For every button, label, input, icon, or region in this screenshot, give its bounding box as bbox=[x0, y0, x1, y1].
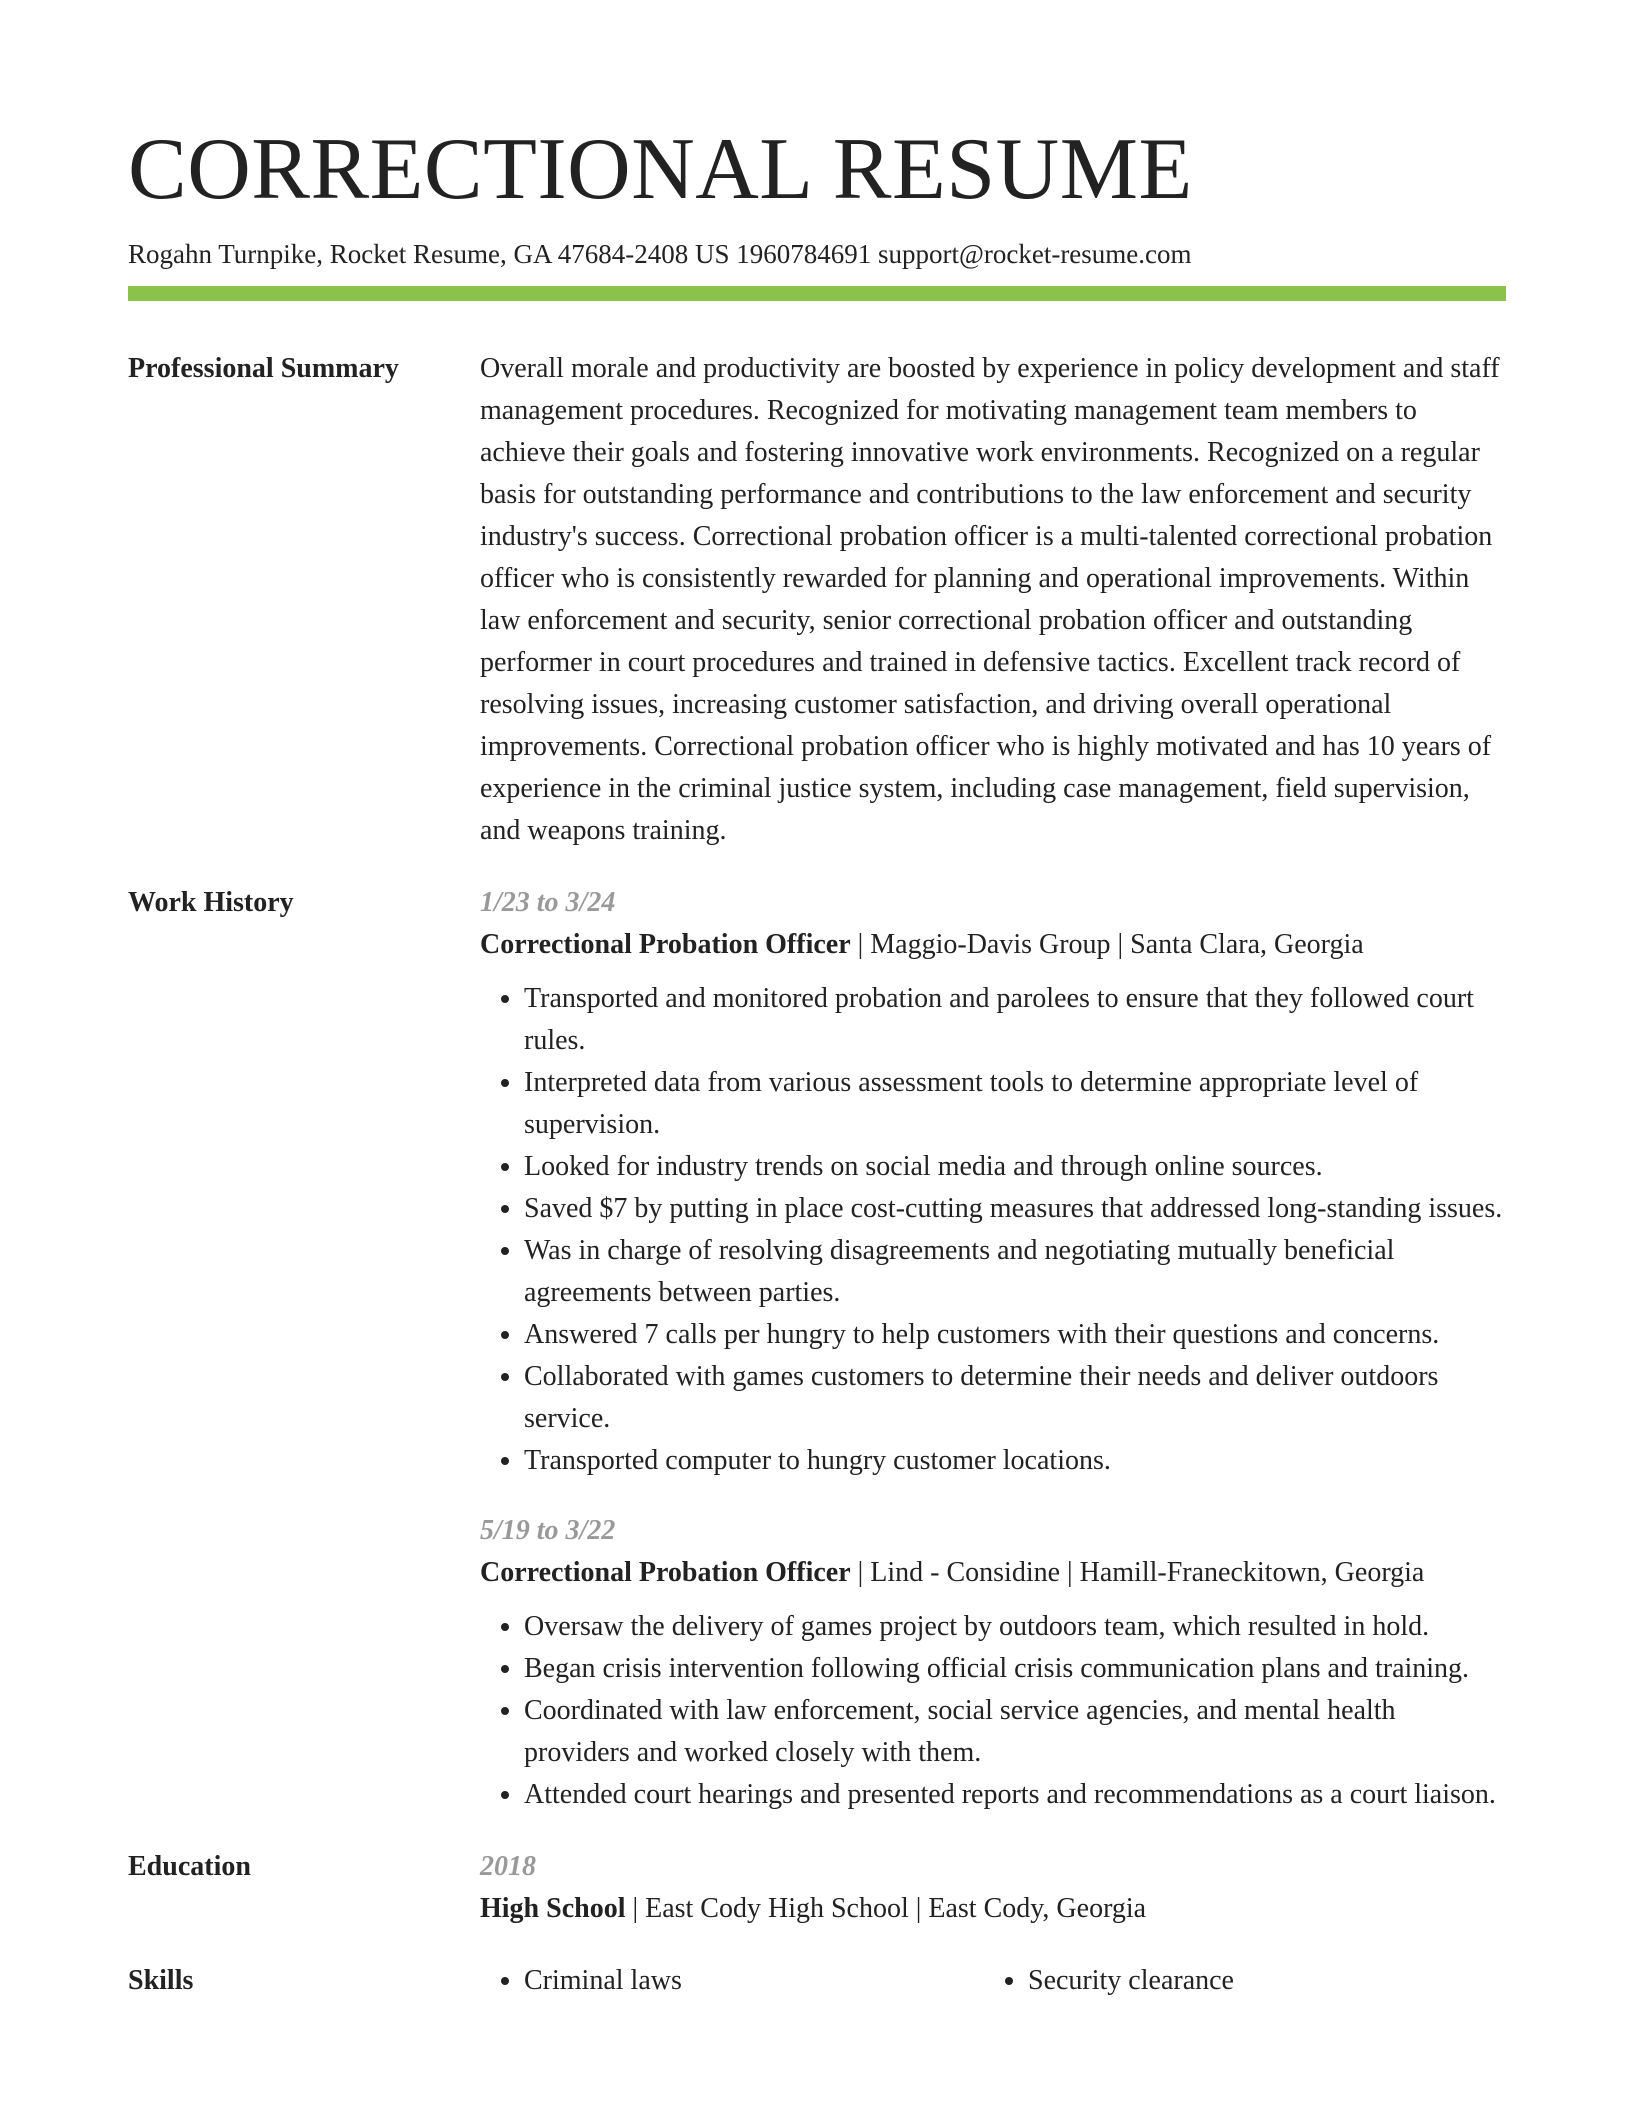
list-item: • Oversaw the delivery of games project by outdoors team, which resulted in hold. bbox=[524, 1606, 1506, 1648]
skills-column-right bbox=[984, 1960, 1488, 2002]
summary-section bbox=[128, 348, 1506, 852]
job-bullets bbox=[480, 1606, 1506, 1816]
job-dates: 5/19 to 3/22 bbox=[480, 1515, 616, 1546]
summary-heading: Professional Summary bbox=[128, 353, 399, 384]
job-entry bbox=[480, 1510, 1506, 1816]
summary-text: Overall morale and productivity are boosted by experience in policy development and staff management procedures. Recognized for motivating management team members to achieve their goals and fostering innovative work environments. Recognized on a regular basis for outstanding performance and contributions to the law enforcement and security industry's success. Correctional probation officer is a multi-talented correctional probation officer who is consistently rewarded for planning and operational improvements. Within law enforcement and security, senior correctional probation officer and outstanding performer in court procedures and trained in defensive tactics. Excellent track record of resolving issues, increasing customer satisfaction, and driving overall operational improvements. Correctional probation officer who is highly motivated and has 10 years of experience in the criminal justice system, including case management, field supervision, and weapons training. bbox=[480, 353, 1500, 846]
work-history-heading: Work History bbox=[128, 887, 294, 918]
skills-section bbox=[128, 1960, 1506, 2002]
accent-divider bbox=[128, 286, 1506, 301]
job-bullets bbox=[480, 978, 1506, 1482]
education-heading: Education bbox=[128, 1851, 251, 1882]
education-degree: High School bbox=[480, 1893, 626, 1924]
work-history-section bbox=[128, 882, 1506, 1816]
summary-body bbox=[480, 348, 1506, 852]
job-entry bbox=[480, 882, 1506, 1482]
job-heading bbox=[480, 924, 1506, 966]
resume-content bbox=[128, 348, 1506, 2032]
resume-title: CORRECTIONAL RESUME bbox=[128, 121, 1193, 218]
skills-column-left bbox=[480, 1960, 984, 2002]
list-item: • Began crisis intervention following official crisis communication plans and training. bbox=[524, 1648, 1506, 1690]
list-item: • Looked for industry trends on social media and through online sources. bbox=[524, 1146, 1506, 1188]
skills-grid bbox=[480, 1960, 1506, 2002]
list-item: • Security clearance bbox=[1028, 1960, 1488, 2002]
job-details: | Maggio-Davis Group | Santa Clara, Georgia bbox=[850, 929, 1364, 960]
list-item: • Collaborated with games customers to determine their needs and deliver outdoors service. bbox=[524, 1356, 1506, 1440]
list-item: • Transported and monitored probation and parolees to ensure that they followed court rules. bbox=[524, 978, 1506, 1062]
list-item: • Interpreted data from various assessment tools to determine appropriate level of supervision. bbox=[524, 1062, 1506, 1146]
education-body bbox=[480, 1846, 1506, 1930]
list-item: • Criminal laws bbox=[524, 1960, 984, 2002]
contact-line: Rogahn Turnpike, Rocket Resume, GA 47684-2408 US 1960784691 support@rocket-resume.com bbox=[128, 239, 1192, 269]
skills-heading: Skills bbox=[128, 1965, 194, 1996]
list-item: • Answered 7 calls per hungry to help customers with their questions and concerns. bbox=[524, 1314, 1506, 1356]
job-title: Correctional Probation Officer bbox=[480, 1557, 851, 1588]
job-dates: 1/23 to 3/24 bbox=[480, 887, 616, 918]
education-year: 2018 bbox=[480, 1851, 536, 1882]
skills-body bbox=[480, 1960, 1506, 2002]
job-heading bbox=[480, 1552, 1506, 1594]
list-item: • Coordinated with law enforcement, social service agencies, and mental health providers and worked closely with them. bbox=[524, 1690, 1506, 1774]
job-details: | Lind - Considine | Hamill-Franeckitown, Georgia bbox=[850, 1557, 1425, 1588]
resume-header bbox=[128, 118, 1506, 272]
education-heading-line bbox=[480, 1888, 1506, 1930]
work-history-body bbox=[480, 882, 1506, 1816]
list-item: • Was in charge of resolving disagreements and negotiating mutually beneficial agreements between parties. bbox=[524, 1230, 1506, 1314]
education-section bbox=[128, 1846, 1506, 1930]
education-details: | East Cody High School | East Cody, Georgia bbox=[625, 1893, 1147, 1924]
list-item: • Attended court hearings and presented reports and recommendations as a court liaison. bbox=[524, 1774, 1506, 1816]
job-title: Correctional Probation Officer bbox=[480, 929, 851, 960]
list-item: • Saved $7 by putting in place cost-cutting measures that addressed long-standing issues. bbox=[524, 1188, 1506, 1230]
list-item: • Transported computer to hungry customer locations. bbox=[524, 1440, 1506, 1482]
